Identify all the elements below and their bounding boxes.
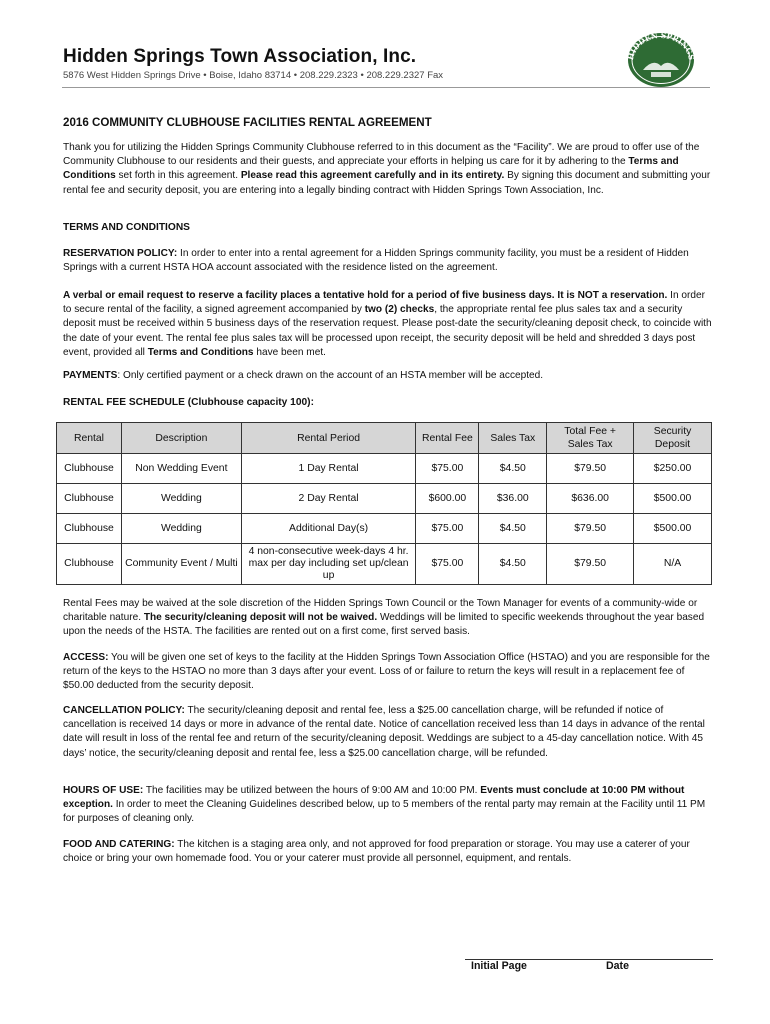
hours-of-use-paragraph: HOURS OF USE: The facilities may be utilized between the hours of 9:00 AM and 10:00 PM. Events must conclude at 10:00 PM without exception. In order to meet the Cleaning Guidelines described below, up to 5 members of the rental party may remain at the Facility until 11 PM for purposes of cleaning only.	[63, 785, 706, 825]
table-cell: Clubhouse	[57, 544, 122, 585]
table-cell: Community Event / Multi	[121, 544, 241, 585]
food-catering-paragraph: FOOD AND CATERING: The kitchen is a staging area only, and not approved for food preparation or storage. You may use a caterer of your choice or bring your own homemade food. You or your caterer must provide all personnel, equipment, and rentals.	[63, 839, 690, 865]
header-cell: Description	[121, 423, 241, 454]
org-address: 5876 West Hidden Springs Drive • Boise, Idaho 83714 • 208.229.2323 • 208.229.2327 Fax	[63, 70, 444, 81]
table-cell: $75.00	[416, 544, 479, 585]
header-cell: Sales Tax	[479, 423, 547, 454]
hidden-springs-logo	[621, 28, 701, 88]
table-cell: $79.50	[547, 514, 634, 544]
table-cell: N/A	[634, 544, 712, 585]
table-cell: $500.00	[634, 514, 712, 544]
table-cell: Clubhouse	[57, 484, 122, 514]
initial-page-label: Initial Page	[471, 960, 527, 972]
fee-schedule-heading: RENTAL FEE SCHEDULE (Clubhouse capacity 100):	[63, 397, 314, 408]
table-cell: $79.50	[547, 454, 634, 484]
logo-text: HIDDEN SPRINGS	[625, 30, 696, 61]
reservation-policy: RESERVATION POLICY: In order to enter into a rental agreement for a Hidden Springs community facility, you must be a resident of Hidden Springs with a current HSTA HOA account associated with the residence listed on the agreement.	[63, 248, 689, 274]
table-cell: Clubhouse	[57, 514, 122, 544]
table-header-row	[57, 423, 712, 454]
table-cell: Wedding	[121, 484, 241, 514]
org-name: Hidden Springs Town Association, Inc.	[63, 46, 417, 67]
table-cell: $75.00	[416, 454, 479, 484]
table-cell: Non Wedding Event	[121, 454, 241, 484]
table-cell: $500.00	[634, 484, 712, 514]
table-cell: $4.50	[479, 514, 547, 544]
date-label: Date	[606, 960, 629, 972]
header-cell: Security Deposit	[634, 423, 712, 454]
table-cell: $75.00	[416, 514, 479, 544]
rental-fee-table	[56, 422, 712, 585]
verbal-request-paragraph: A verbal or email request to reserve a facility places a tentative hold for a period of five business days. It is NOT a reservation. In order to secure rental of the facility, a signed agreement accompanied by two (2) checks, the appropriate rental fee plus sales tax and a security deposit must be received within 5 business days of the reservation request. Please post-date the security/cleaning deposit check, to coincide with the date of your event. The rental fee plus sales tax will be processed upon receipt, the security deposit will be held and shredded 3 days post event, provided all Terms and Conditions have been met.	[63, 290, 712, 358]
payments-paragraph: PAYMENTS: Only certified payment or a check drawn on the account of an HSTA member will be accepted.	[63, 370, 544, 381]
terms-heading: TERMS AND CONDITIONS	[63, 222, 190, 233]
table-cell: Clubhouse	[57, 454, 122, 484]
table-cell: $4.50	[479, 544, 547, 585]
table-row	[57, 484, 712, 514]
fee-waiver-paragraph: Rental Fees may be waived at the sole discretion of the Hidden Springs Town Council or the Town Manager for events of a community-wide or charitable nature. The security/cleaning deposit will not be waived. Weddings will be limited to specific weekends throughout the year based upon the needs of the HSTA. The facilities are rented out on a first come, first served basis.	[63, 598, 705, 638]
header-divider	[62, 87, 710, 88]
intro-paragraph: Thank you for utilizing the Hidden Springs Community Clubhouse referred to in this document as the “Facility”. We are proud to offer use of the Community Clubhouse to our residents and their guests, and appreciate your efforts in helping us care for it by adhering to the Terms and Conditions set forth in this agreement. Please read this agreement carefully and in its entirety. By signing this document and submitting your rental fee and security deposit, you are entering into a legally binding contract with Hidden Springs Town Association, Inc.	[63, 142, 711, 196]
table-cell: Wedding	[121, 514, 241, 544]
table-cell: 4 non-consecutive week-days 4 hr. max per day including set up/clean up	[241, 544, 416, 585]
access-paragraph: ACCESS: You will be given one set of keys to the facility at the Hidden Springs Town Association Office (HSTAO) and you are responsible for the return of the keys to the HSTAO no more than 3 days after your event. Loss of or failure to return the keys will result in a replacement fee of $50.00 deducted from the security deposit.	[63, 652, 710, 692]
table-row	[57, 544, 712, 585]
table-cell: 1 Day Rental	[241, 454, 416, 484]
table-cell: 2 Day Rental	[241, 484, 416, 514]
table-row	[57, 514, 712, 544]
table-row	[57, 454, 712, 484]
table-cell: $36.00	[479, 484, 547, 514]
table-cell: Additional Day(s)	[241, 514, 416, 544]
table-cell: $636.00	[547, 484, 634, 514]
header-cell: Rental	[57, 423, 122, 454]
header-cell: Total Fee + Sales Tax	[547, 423, 634, 454]
document-title: 2016 COMMUNITY CLUBHOUSE FACILITIES RENTAL AGREEMENT	[63, 116, 432, 129]
header-cell: Rental Period	[241, 423, 416, 454]
header-cell: Rental Fee	[416, 423, 479, 454]
cancellation-paragraph: CANCELLATION POLICY: The security/cleaning deposit and rental fee, less a $25.00 cancellation charge, will be refunded if notice of cancellation is received 14 days or more in advance of the rental date. Notice of cancellation received less than 14 days in advance of the rental date will result in loss of the rental fee and return of the security/cleaning deposit. Weddings are subject to a 45-day cancellation notice. With 45 days’ notice, the security/cleaning deposit and rental fee, less a $25.00 cancellation charge, will be refunded.	[63, 705, 705, 759]
table-cell: $79.50	[547, 544, 634, 585]
table-cell: $600.00	[416, 484, 479, 514]
table-cell: $4.50	[479, 454, 547, 484]
table-cell: $250.00	[634, 454, 712, 484]
